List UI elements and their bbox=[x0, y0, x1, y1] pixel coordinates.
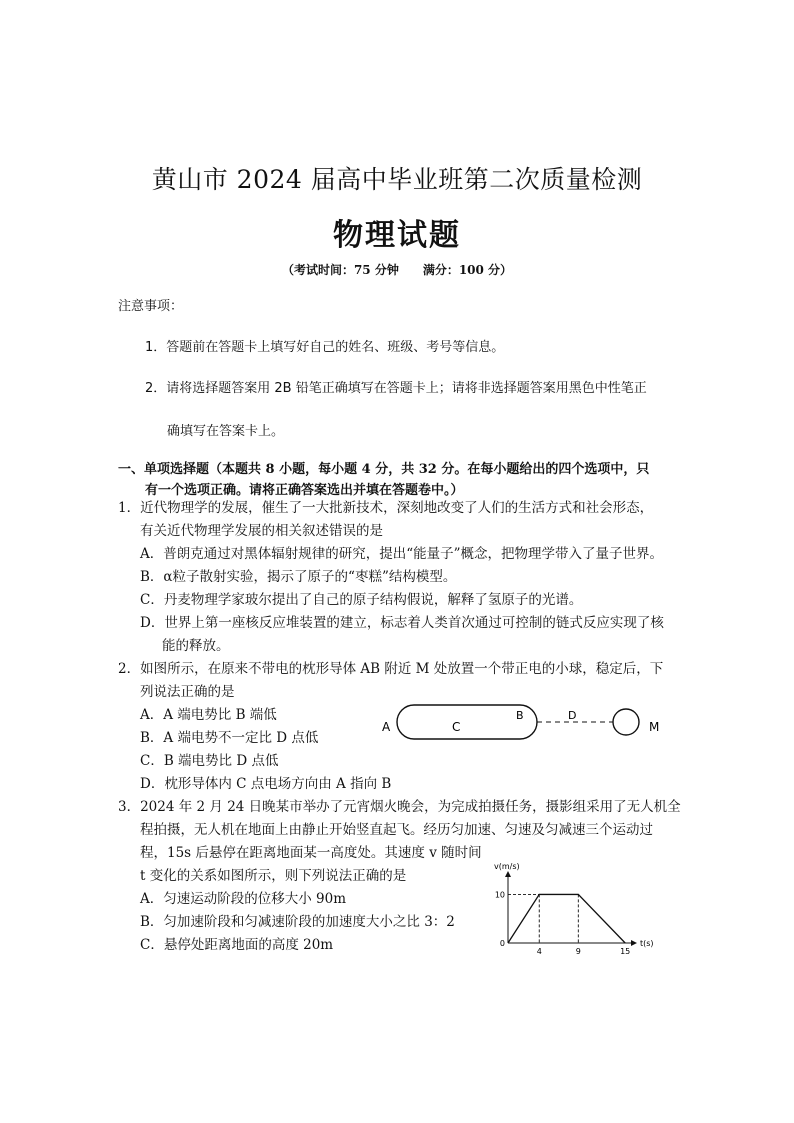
q1-stem-continued: 有关近代物理学发展的相关叙述错误的是 bbox=[140, 523, 383, 539]
x-tick-label: 9 bbox=[575, 947, 581, 956]
q2-option-b: B．A 端电势不一定比 D 点低 bbox=[140, 730, 319, 746]
q3-stem: 3．2024 年 2 月 24 日晚某市举办了元宵烟火晚会，为完成拍摄任务，摄影组采用了无人机全 bbox=[118, 799, 681, 815]
q1-option-d: D．世界上第一座核反应堆装置的建立，标志着人类首次通过可控制的链式反应实现了核 bbox=[140, 615, 664, 631]
notes-heading: 注意事项： bbox=[118, 299, 184, 314]
y-tick-label: 10 bbox=[494, 890, 505, 900]
q1-option-a: A．普朗克通过对黑体辐射规律的研究，提出“能量子”概念，把物理学带入了量子世界。 bbox=[140, 546, 664, 562]
q1-option-b: B．α粒子散射实验，揭示了原子的“枣糕”结构模型。 bbox=[140, 569, 457, 585]
q2-option-c: C．B 端电势比 D 点低 bbox=[140, 753, 279, 769]
label-c: C bbox=[452, 720, 461, 734]
x-axis-label: t(s) bbox=[640, 939, 654, 948]
label-a: A bbox=[382, 720, 391, 734]
note-item-2-continued: 确填写在答案卡上。 bbox=[167, 424, 285, 439]
label-d: D bbox=[568, 709, 577, 722]
note-item-2: 2．请将选择题答案用 2B 铅笔正确填写在答题卡上；请将非选择题答案用黑色中性笔正 bbox=[145, 381, 647, 396]
x-tick-label: 15 bbox=[620, 947, 631, 956]
section-heading: 一、单项选择题（本题共 8 小题，每小题 4 分，共 32 分。在每小题给出的四个选项中，只 bbox=[118, 462, 650, 477]
q1-option-c: C．丹麦物理学家玻尔提出了自己的原子结构假说，解释了氢原子的光谱。 bbox=[140, 592, 583, 608]
page-title: 黄山市 2024 届高中毕业班第二次质量检测 bbox=[151, 165, 643, 194]
q2-option-d: D．枕形导体内 C 点电场方向由 A 指向 B bbox=[140, 776, 392, 792]
q3-option-a: A．匀速运动阶段的位移大小 90m bbox=[140, 891, 347, 907]
conductor-figure bbox=[375, 698, 675, 748]
q1-option-d-continued: 能的释放。 bbox=[162, 638, 230, 654]
velocity-time-chart bbox=[488, 860, 668, 960]
q3-stem-continued-3: t 变化的关系如图所示，则下列说法正确的是 bbox=[140, 868, 407, 884]
y-axis-label: v(m/s) bbox=[494, 862, 520, 871]
q3-option-c: C．悬停处距离地面的高度 20m bbox=[140, 937, 334, 953]
label-m: M bbox=[649, 720, 660, 734]
q2-stem: 2．如图所示，在原来不带电的枕形导体 AB 附近 M 处放置一个带正电的小球，稳定后，下 bbox=[118, 661, 664, 677]
label-b: B bbox=[516, 709, 524, 722]
exam-info: （考试时间：75 分钟 满分：100 分） bbox=[281, 263, 513, 277]
series-line bbox=[508, 894, 625, 943]
q3-stem-continued-2: 程，15s 后悬停在距离地面某一高度处。其速度 v 随时间 bbox=[140, 845, 482, 861]
q2-stem-continued: 列说法正确的是 bbox=[140, 684, 235, 700]
note-item-1: 1．答题前在答题卡上填写好自己的姓名、班级、考号等信息。 bbox=[145, 340, 505, 355]
q3-stem-continued-1: 程拍摄，无人机在地面上由静止开始竖直起飞。经历匀加速、匀速及匀减速三个运动过 bbox=[140, 822, 653, 838]
charged-ball bbox=[613, 709, 639, 735]
x-tick-label: 4 bbox=[536, 947, 542, 956]
q2-option-a: A．A 端电势比 B 端低 bbox=[140, 707, 277, 723]
section-heading-continued: 有一个选项正确。请将正确答案选出并填在答题卷中。） bbox=[145, 483, 464, 498]
q1-stem: 1．近代物理学的发展，催生了一大批新技术，深刻地改变了人们的生活方式和社会形态， bbox=[118, 500, 654, 516]
subject-title: 物理试题 bbox=[333, 218, 461, 253]
q3-option-b: B．匀加速阶段和匀减速阶段的加速度大小之比 3：2 bbox=[140, 914, 455, 930]
y-tick-label: 0 bbox=[499, 939, 505, 948]
